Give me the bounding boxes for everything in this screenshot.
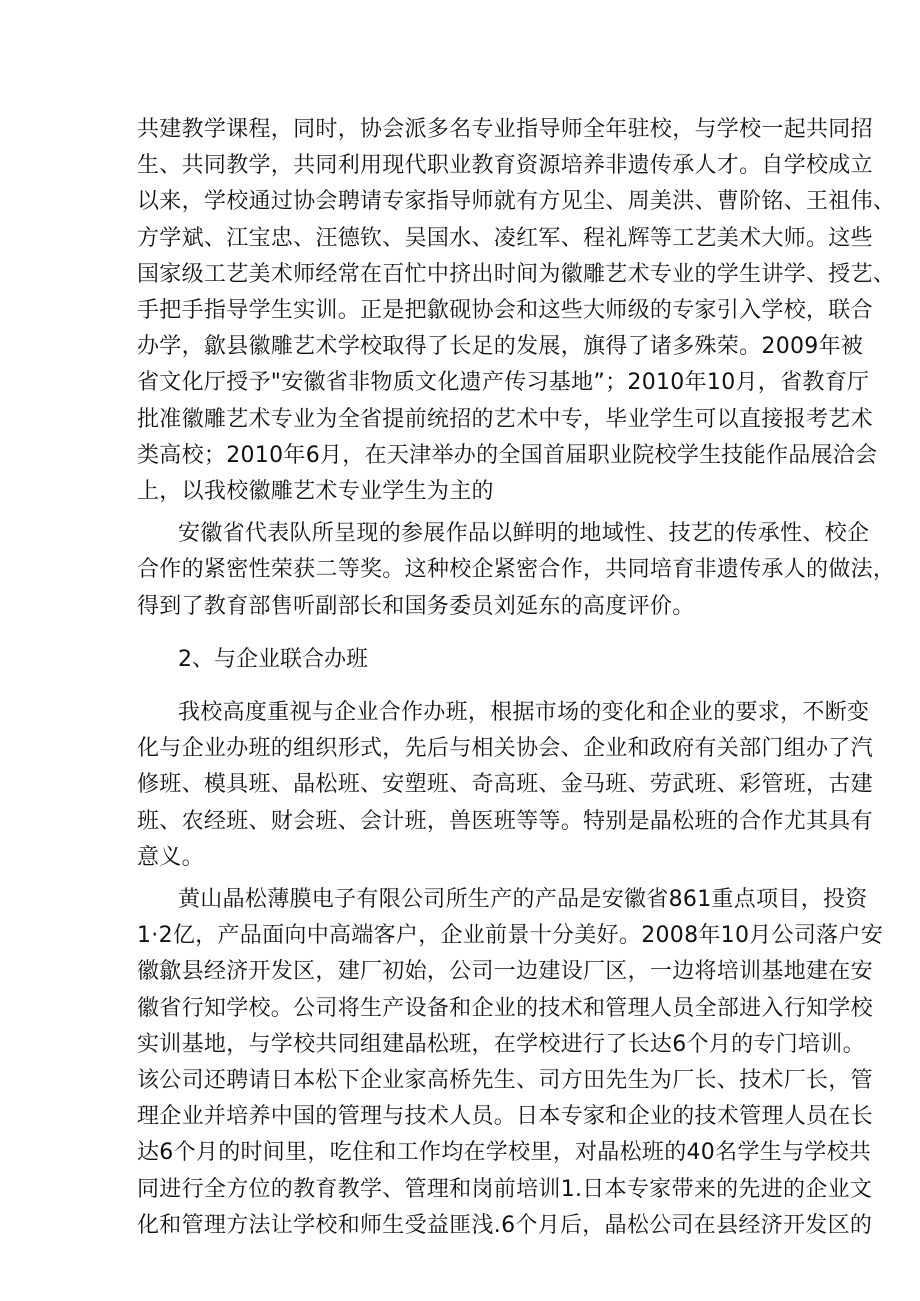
- text-line: 手把手指导学生实训。正是把歙砚协会和这些大师级的专家引入学校，联合: [137, 298, 873, 324]
- paragraph-award: [137, 516, 896, 625]
- paragraph-enterprise-classes: [137, 695, 873, 876]
- text-line: 化和管理方法让学校和师生受益匪浅.6个月后，晶松公司在县经济开发区的: [137, 1212, 873, 1238]
- text-line: 类高校；2010年6月，在天津举办的全国首届职业院校学生技能作品展洽会: [137, 442, 878, 468]
- text-line: 方学斌、江宝忠、汪德钦、吴国水、凌红军、程礼辉等工艺美术大师。这些: [137, 225, 873, 251]
- text-line: 徽歙县经济开发区，建厂初始，公司一边建设厂区，一边将培训基地建在安: [137, 959, 873, 985]
- section-heading: 2、与企业联合办班: [178, 646, 368, 672]
- text-line: 意义。: [137, 844, 204, 870]
- text-line: 批准徽雕艺术专业为全省提前统招的艺术中专，毕业学生可以直接报考艺术: [137, 406, 873, 432]
- text-line: 生、共同教学，共同利用现代职业教育资源培养非遗传承人才。自学校成立: [137, 153, 873, 179]
- text-line: 达6个月的时间里，吃住和工作均在学校里，对晶松班的40名学生与学校共: [137, 1140, 872, 1166]
- text-line: 修班、模具班、晶松班、安塑班、奇高班、金马班、劳武班、彩管班，古建: [137, 772, 873, 798]
- text-line: 以来，学校通过协会聘请专家指导师就有方见尘、周美洪、曹阶铭、王祖伟、: [137, 189, 896, 215]
- text-line: 我校高度重视与企业合作办班，根据市场的变化和企业的要求，不断变: [178, 700, 870, 726]
- text-line: 得到了教育部售听副部长和国务委员刘延东的高度评价。: [137, 593, 695, 619]
- text-line: 办学，歙县徽雕艺术学校取得了长足的发展，旗得了诸多殊荣。2009年被: [137, 334, 864, 360]
- paragraph-school-association: [137, 112, 896, 510]
- text-line: 安徽省代表队所呈现的参展作品以鲜明的地域性、技艺的传承性、校企: [178, 521, 870, 547]
- text-line: 实训基地，与学校共同组建晶松班，在学校进行了长达6个月的专门培训。: [137, 1031, 865, 1057]
- text-line: 国家级工艺美术师经常在百忙中挤出时间为徽雕艺术专业的学生讲学、授艺、: [137, 261, 896, 287]
- text-line: 黄山晶松薄膜电子有限公司所生产的产品是安徽省861重点项目，投资: [178, 887, 868, 913]
- text-line: 省文化厅授予"安徽省非物质文化遗产传习基地”；2010年10月，省教育厅: [137, 370, 870, 396]
- text-line: 共建教学课程，同时，协会派多名专业指导师全年驻校，与学校一起共同招: [137, 117, 873, 142]
- text-line: 班、农经班、财会班、会计班，兽医班等等。特别是晶松班的合作尤其具有: [137, 808, 873, 834]
- text-line: 上，以我校徽雕艺术专业学生为主的: [137, 479, 494, 505]
- text-line: 理企业并培养中国的管理与技术人员。日本专家和企业的技术管理人员在长: [137, 1104, 873, 1130]
- text-line: 该公司还聘请日本松下企业家高桥先生、司方田先生为厂长、技术厂长，管: [137, 1068, 873, 1094]
- text-line: 化与企业办班的组织形式，先后与相关协会、企业和政府有关部门组办了汽: [137, 736, 873, 762]
- text-line: 徽省行知学校。公司将生产设备和企业的技术和管理人员全部进入行知学校: [137, 995, 873, 1021]
- paragraph-jingsong-company: [137, 882, 884, 1244]
- text-line: 同进行全方位的教育教学、管理和岗前培训1.日本专家带来的先进的企业文: [137, 1176, 873, 1202]
- text-line: 1·2亿，产品面向中高端客户，企业前景十分美好。2008年10月公司落户安: [137, 923, 884, 949]
- text-line: 合作的紧密性荣获二等奖。这种校企紧密合作，共同培育非遗传承人的做法，: [137, 557, 896, 583]
